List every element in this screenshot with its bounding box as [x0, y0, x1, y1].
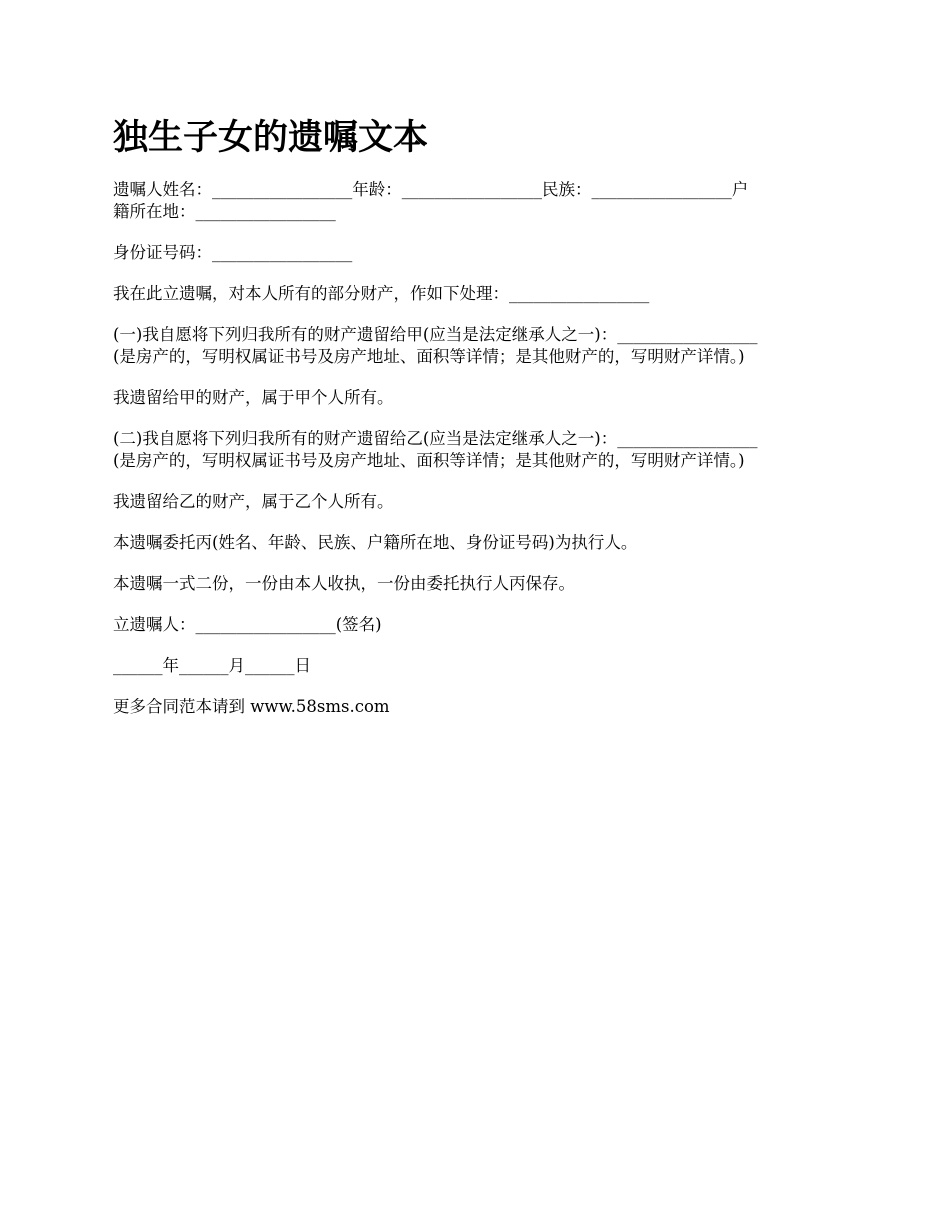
- text-line: 遗嘱人姓名：_________________年龄：_________________民族：_________________户: [113, 180, 749, 199]
- text-line: (一)我自愿将下列归我所有的财产遗留给甲(应当是法定继承人之一)：_________________: [113, 325, 758, 344]
- text-line: ______年______月______日: [113, 656, 311, 675]
- document-title: 独生子女的遗嘱文本: [113, 117, 429, 158]
- text-line: 我遗留给甲的财产，属于甲个人所有。: [113, 388, 394, 407]
- ownership-b-paragraph: [113, 491, 841, 513]
- disposition-intro-paragraph: [113, 283, 841, 305]
- footer-link-paragraph: [113, 696, 841, 718]
- text-line: (二)我自愿将下列归我所有的财产遗留给乙(应当是法定继承人之一)：_________________: [113, 429, 758, 448]
- bequest-b-paragraph: [113, 428, 841, 472]
- text-line: (是房产的，写明权属证书号及房产地址、面积等详情；是其他财产的，写明财产详情。): [113, 347, 745, 366]
- text-line: 我遗留给乙的财产，属于乙个人所有。: [113, 492, 394, 511]
- ownership-a-paragraph: [113, 387, 841, 409]
- document-page: [113, 108, 841, 737]
- text-line: 籍所在地：_________________: [113, 202, 336, 221]
- text-line: (是房产的，写明权属证书号及房产地址、面积等详情；是其他财产的，写明财产详情。): [113, 451, 745, 470]
- copies-paragraph: [113, 573, 841, 595]
- text-line: 本遗嘱一式二份，一份由本人收执，一份由委托执行人丙保存。: [113, 574, 575, 593]
- text-line: 身份证号码：_________________: [113, 243, 353, 262]
- executor-paragraph: [113, 532, 841, 554]
- signature-paragraph: [113, 614, 841, 636]
- id-number-paragraph: [113, 242, 841, 264]
- testator-info-paragraph: [113, 179, 841, 223]
- text-line: 本遗嘱委托丙(姓名、年龄、民族、户籍所在地、身份证号码)为执行人。: [113, 533, 638, 552]
- text-line: 立遗嘱人：_________________(签名): [113, 615, 382, 634]
- text-line: 我在此立遗嘱，对本人所有的部分财产，作如下处理：_________________: [113, 284, 650, 303]
- bequest-a-paragraph: [113, 324, 841, 368]
- date-paragraph: [113, 655, 841, 677]
- text-line: 更多合同范本请到 www.58sms.com: [113, 697, 390, 716]
